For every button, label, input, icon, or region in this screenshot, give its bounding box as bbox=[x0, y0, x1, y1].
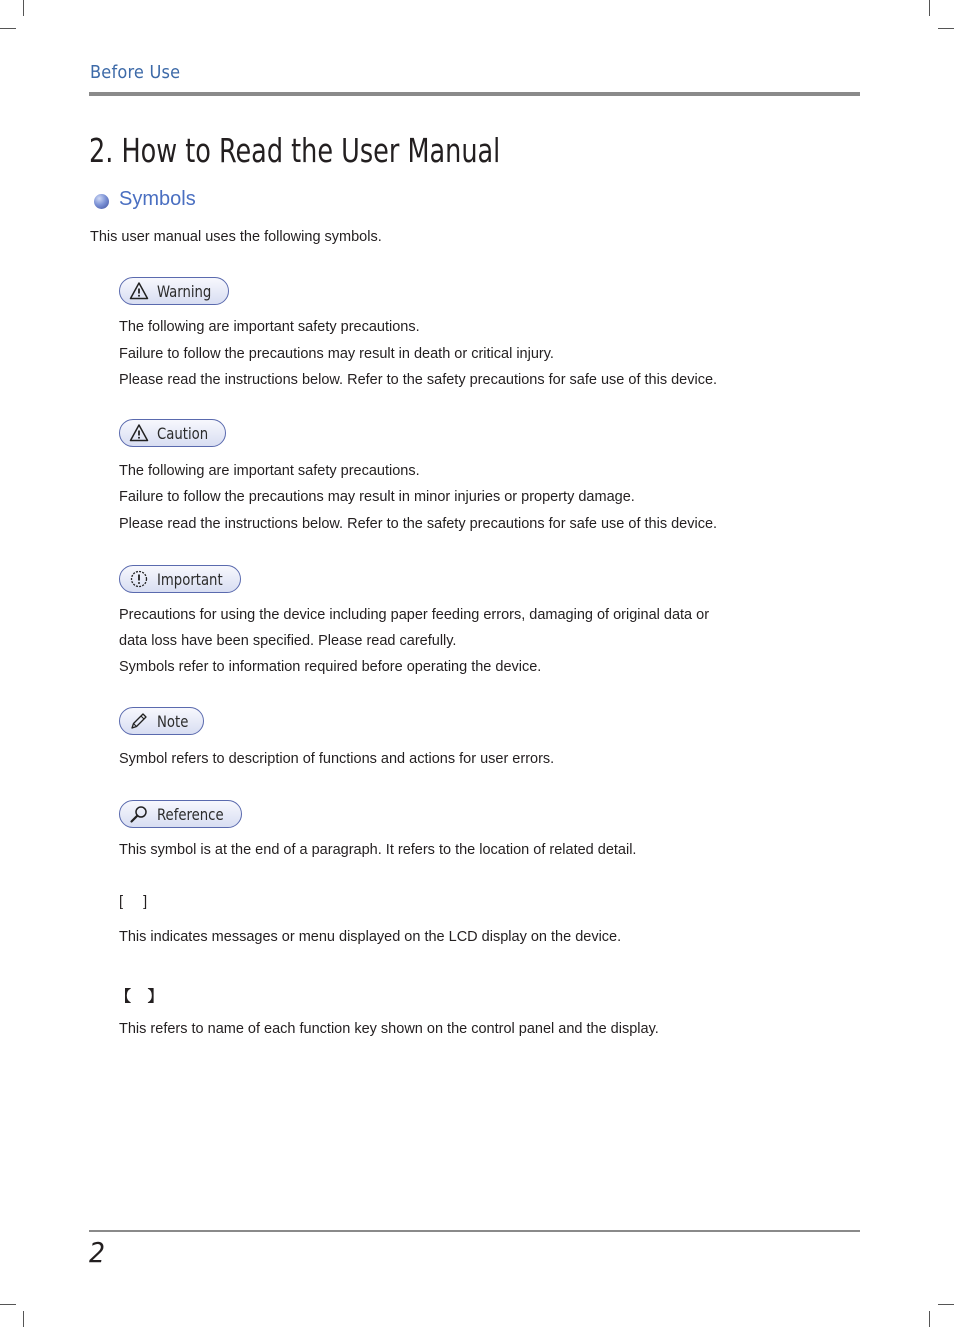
important-badge bbox=[119, 565, 241, 593]
page-title: 2. How to Read the User Manual bbox=[89, 131, 501, 170]
badge-label: Note bbox=[157, 711, 189, 731]
caution-line: Please read the instructions below. Refer to the safety precautions for safe use of this device. bbox=[119, 516, 718, 532]
square-bracket-description: This indicates messages or menu displayed on the LCD display on the device. bbox=[119, 929, 622, 945]
warning-line: Please read the instructions below. Refer to the safety precautions for safe use of this device. bbox=[119, 372, 718, 388]
badge-label: Reference bbox=[157, 804, 224, 824]
crop-mark bbox=[0, 28, 16, 29]
pencil-note-icon bbox=[129, 711, 149, 731]
badge-label: Important bbox=[157, 569, 223, 589]
caution-badge bbox=[119, 419, 226, 447]
note-badge bbox=[119, 707, 204, 735]
magnifier-reference-icon bbox=[129, 804, 149, 824]
badge-label: Caution bbox=[157, 423, 209, 443]
crop-mark bbox=[0, 1304, 16, 1305]
section-heading bbox=[94, 188, 196, 211]
crop-mark bbox=[23, 0, 24, 16]
intro-text: This user manual uses the following symbols. bbox=[90, 229, 382, 245]
crop-mark bbox=[938, 1304, 954, 1305]
running-header: Before Use bbox=[90, 62, 181, 83]
sphere-bullet-icon bbox=[94, 194, 109, 209]
important-line: Symbols refer to information required before operating the device. bbox=[119, 659, 542, 675]
caution-line: The following are important safety precautions. bbox=[119, 463, 420, 479]
footer-rule bbox=[89, 1230, 860, 1232]
important-line: Precautions for using the device including paper feeding errors, damaging of original data or bbox=[119, 607, 710, 623]
caution-triangle-icon bbox=[129, 423, 149, 443]
section-title: Symbols bbox=[119, 188, 196, 210]
badge-label: Warning bbox=[157, 281, 212, 301]
important-line: data loss have been specified. Please read carefully. bbox=[119, 633, 457, 649]
lenticular-bracket-description: This refers to name of each function key shown on the control panel and the display. bbox=[119, 1021, 659, 1037]
crop-mark bbox=[23, 1311, 24, 1327]
crop-mark bbox=[929, 1311, 930, 1327]
warning-badge bbox=[119, 277, 229, 305]
crop-mark bbox=[929, 0, 930, 16]
page-number: 2 bbox=[89, 1236, 106, 1269]
warning-triangle-icon bbox=[129, 281, 149, 301]
caution-line: Failure to follow the precautions may result in minor injuries or property damage. bbox=[119, 489, 635, 505]
note-line: Symbol refers to description of functions and actions for user errors. bbox=[119, 751, 555, 767]
lenticular-bracket-symbol: 【 】 bbox=[116, 988, 163, 1005]
square-bracket-symbol: [ ] bbox=[119, 894, 148, 910]
reference-line: This symbol is at the end of a paragraph. It refers to the location of related detail. bbox=[119, 842, 637, 858]
important-exclamation-icon bbox=[129, 569, 149, 589]
reference-badge bbox=[119, 800, 242, 828]
header-rule bbox=[89, 92, 860, 96]
crop-mark bbox=[938, 28, 954, 29]
warning-line: The following are important safety precautions. bbox=[119, 319, 420, 335]
warning-line: Failure to follow the precautions may result in death or critical injury. bbox=[119, 346, 554, 362]
